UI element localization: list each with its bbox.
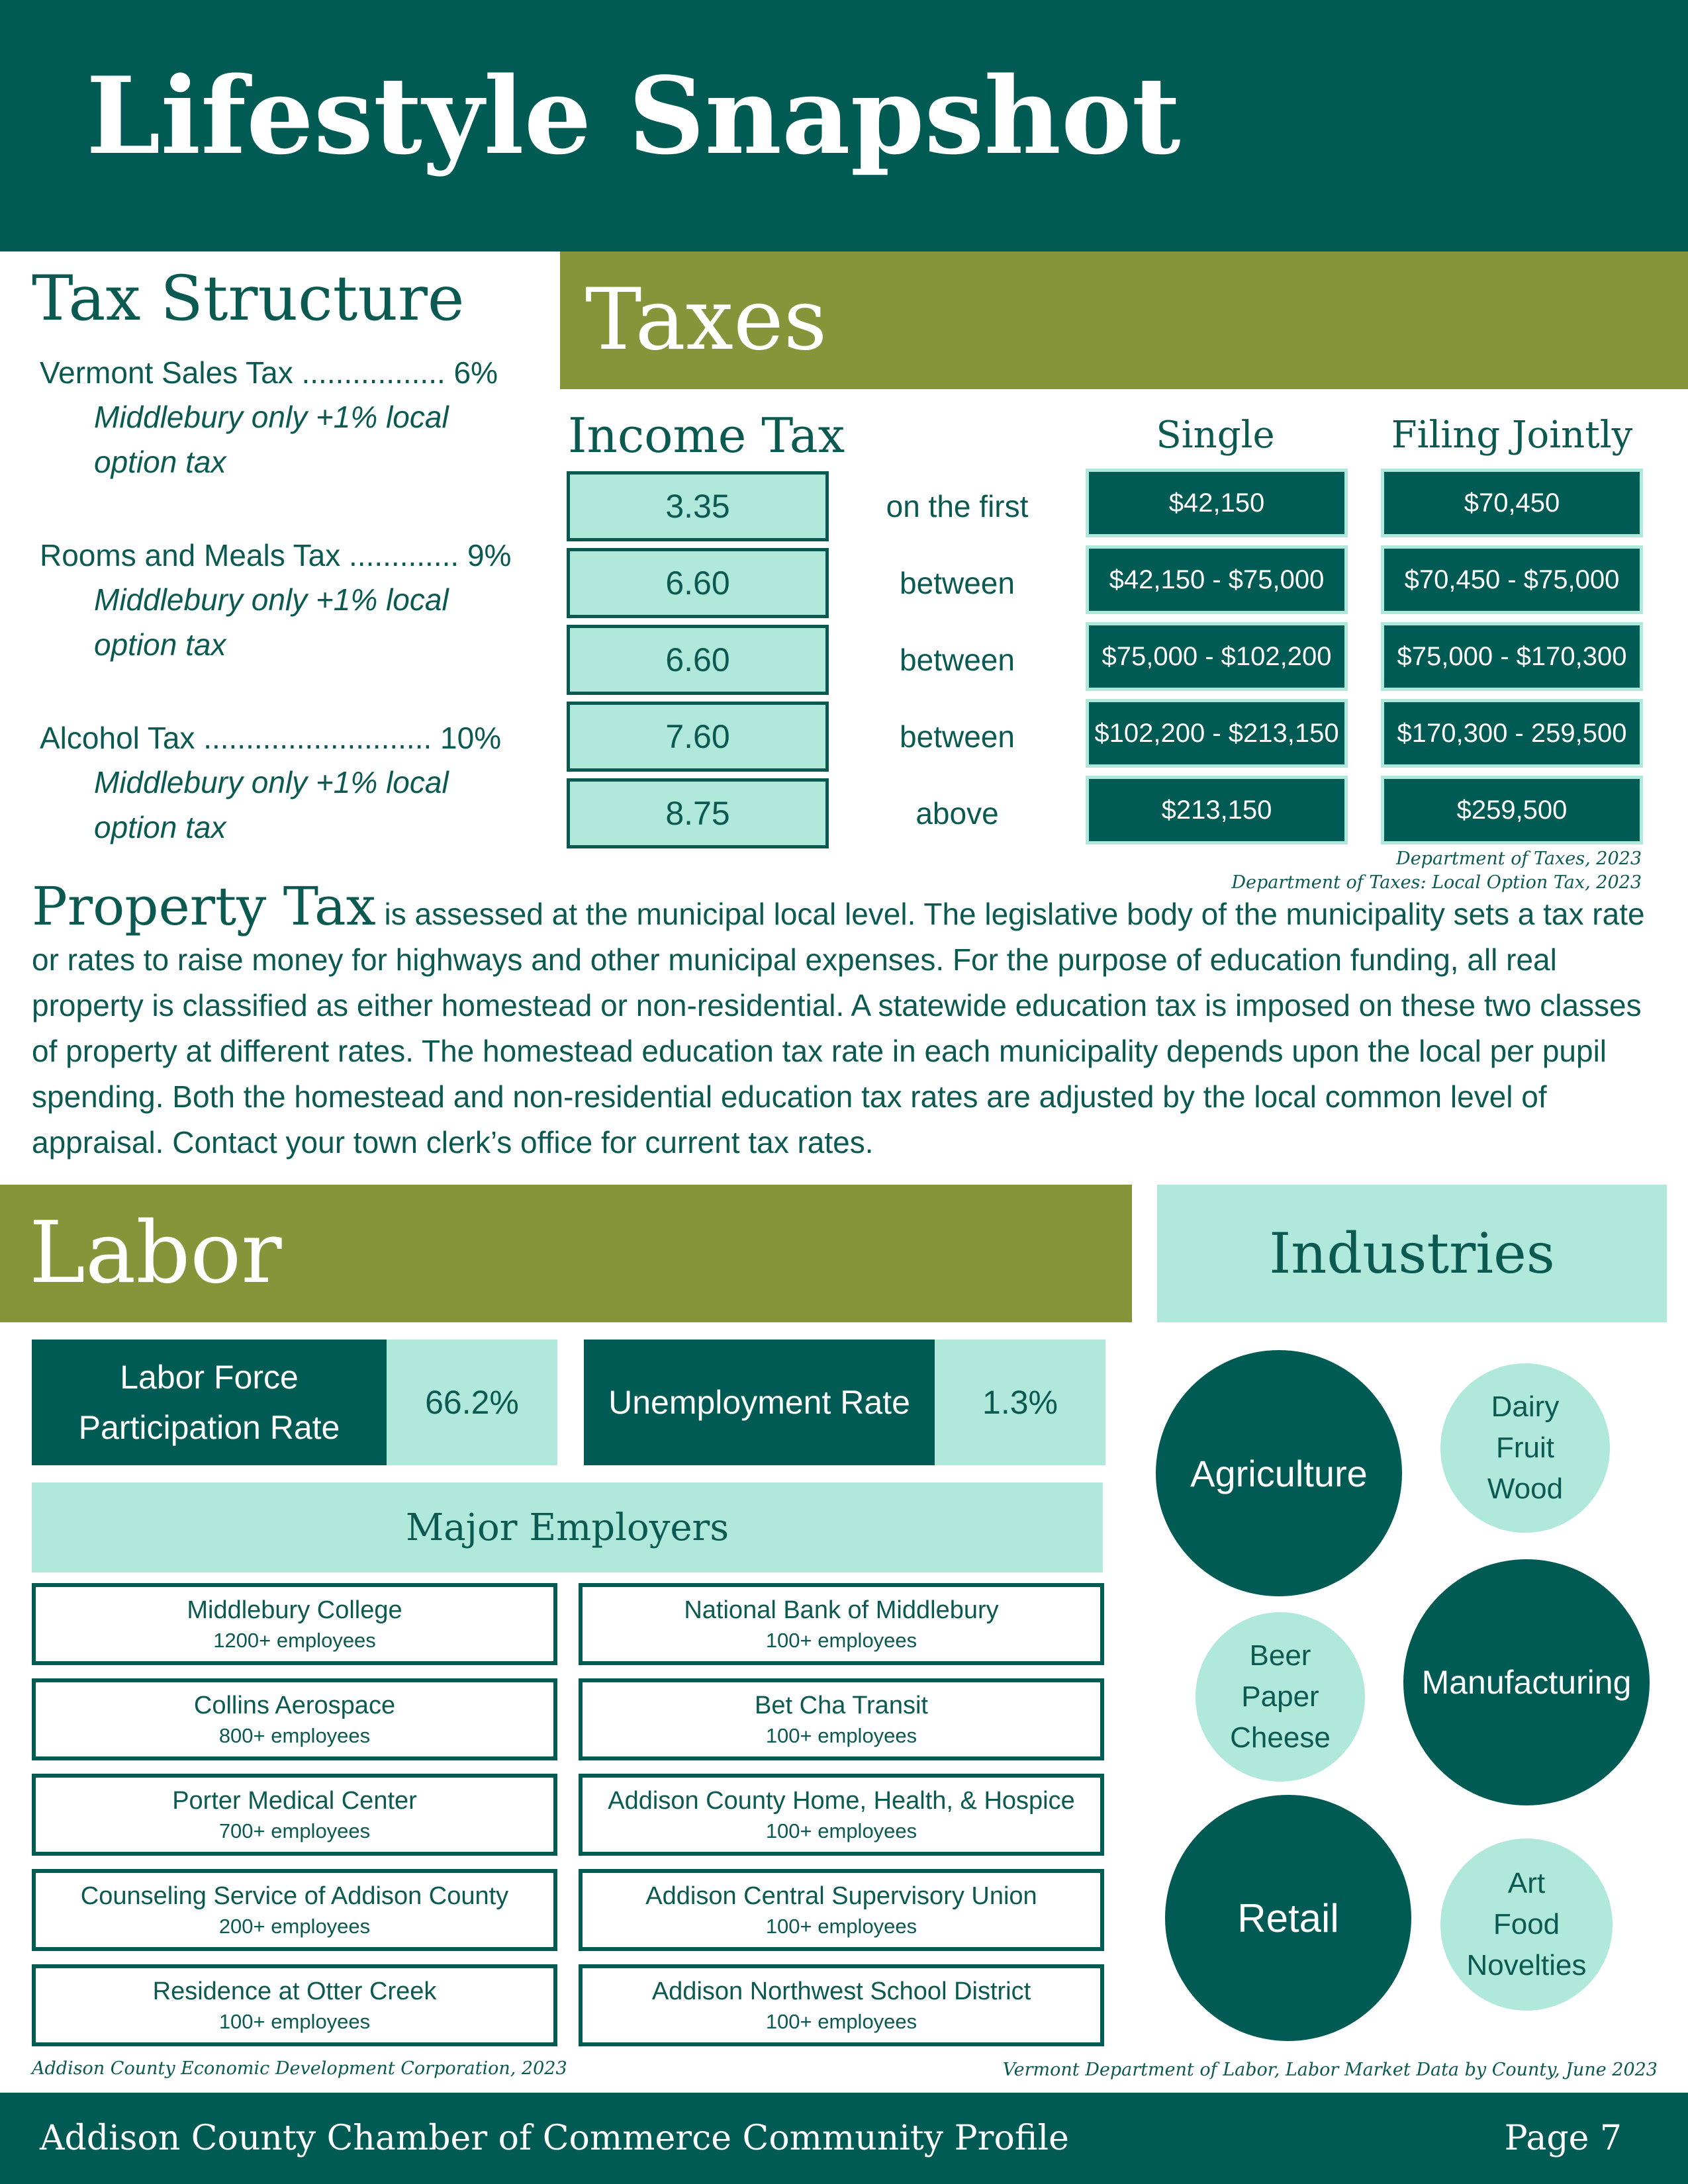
employer-count: 100+ employees [765,1914,917,1938]
tax-item-note: Middlebury only +1% local option tax [94,765,449,844]
income-tax-bracket-label: above [915,796,999,831]
employer-card [32,1774,557,1856]
industry-manufacturing-label: Manufacturing [1421,1664,1632,1701]
taxes-source-2: Department of Taxes: Local Option Tax, 2023 [1231,872,1642,893]
taxes-banner [560,251,1688,389]
lfpr-label [32,1340,387,1465]
single-bracket-value: $213,150 [1086,776,1348,844]
tax-item-name: Alcohol Tax [40,721,195,755]
joint-bracket-value: $170,300 - 259,500 [1381,699,1643,768]
tax-item-note: Middlebury only +1% local option tax [94,400,449,479]
industry-retail-label: Retail [1237,1895,1339,1940]
tax-item-note: Middlebury only +1% local option tax [94,582,449,662]
property-tax-text: is assessed at the municipal local level. The legislative body of the municipality sets a tax rate or rates to raise money for highways and other municipal expenses. For the purpose of education funding, all real property is classified as either homestead or non-residential. A statewide education tax is imposed on these two classes of property at different rates. The homestead education tax rate in each municipality depends upon the local per pupil spending. Both the homestead and non-residential education tax rates are adjusted by the local common level of appraisal. Contact your town clerk’s office for current tax rates. [32,897,1645,1160]
industry-agriculture-label: Agriculture [1190,1452,1368,1494]
income-tax-rate: 8.75 [567,778,829,848]
tax-item-rate: 10% [440,721,502,755]
employer-count: 700+ employees [218,1819,371,1843]
page-number: Page 7 [1504,2118,1622,2158]
header-banner [0,0,1688,251]
tax-item-dots: ................. [301,355,445,390]
tax-structure-heading: Tax Structure [32,263,465,335]
major-employers-heading: Major Employers [32,1482,1103,1572]
employer-name: Porter Medical Center [172,1787,417,1815]
single-column-header: Single [1156,413,1275,457]
product-item: Art [1507,1867,1546,1899]
tax-item [40,716,530,899]
employer-count: 100+ employees [765,1628,917,1652]
industry-retail-products [1440,1839,1613,2011]
labor-source-right: Vermont Department of Labor, Labor Market Data by County, June 2023 [1002,2060,1658,2080]
income-tax-rate: 3.35 [567,471,829,541]
employer-card [32,1869,557,1951]
tax-item-dots: ........................... [203,721,432,755]
employer-count: 100+ employees [765,1819,917,1843]
product-item: Wood [1487,1473,1564,1505]
employer-name: Counseling Service of Addison County [80,1882,509,1911]
single-bracket-value: $42,150 - $75,000 [1086,545,1348,614]
property-tax-heading: Property Tax [32,876,376,937]
lfpr-value: 66.2% [387,1340,557,1465]
labor-banner-title: Labor [29,1204,282,1302]
employer-card [579,1678,1104,1760]
product-item: Novelties [1466,1949,1587,1981]
single-bracket-value: $102,200 - $213,150 [1086,699,1348,768]
unemployment-label: Unemployment Rate [584,1340,935,1465]
unemployment-value: 1.3% [935,1340,1105,1465]
industry-agriculture [1156,1350,1402,1596]
employer-name: Addison Northwest School District [651,1978,1031,2006]
income-tax-bracket-label: on the first [886,489,1029,523]
income-tax-heading: Income Tax [568,408,845,463]
employer-card [32,1583,557,1665]
industry-manufacturing-products [1196,1612,1365,1782]
taxes-source-1: Department of Taxes, 2023 [1396,848,1642,869]
income-tax-rate: 7.60 [567,702,829,772]
labor-banner [0,1185,1132,1322]
income-tax-bracket-label: between [900,719,1015,754]
product-item: Paper [1241,1680,1319,1713]
employer-card [32,1678,557,1760]
tax-structure-list [40,351,530,899]
labor-source-left: Addison County Economic Development Corporation, 2023 [32,2058,567,2079]
footer [0,2093,1688,2184]
lfpr-label-line-1: Labor Force [120,1359,299,1396]
joint-column-header: Filing Jointly [1391,413,1633,457]
employer-count: 100+ employees [765,1723,917,1747]
employer-name: Addison County Home, Health, & Hospice [608,1787,1075,1815]
employer-card [579,1774,1104,1856]
joint-bracket-value: $75,000 - $170,300 [1381,622,1643,691]
product-item: Beer [1249,1639,1311,1672]
employer-card [579,1964,1104,2046]
single-bracket-value: $75,000 - $102,200 [1086,622,1348,691]
product-item: Food [1493,1908,1560,1940]
joint-bracket-value: $259,500 [1381,776,1643,844]
employer-count: 200+ employees [218,1914,371,1938]
income-tax-rate: 6.60 [567,548,829,618]
product-item: Cheese [1230,1721,1331,1754]
industry-retail [1165,1795,1411,2041]
employer-name: Middlebury College [187,1596,402,1625]
employer-card [579,1583,1104,1665]
employer-card [579,1869,1104,1951]
single-bracket-value: $42,150 [1086,469,1348,537]
tax-item [40,351,530,533]
employer-name: National Bank of Middlebury [684,1596,999,1625]
industry-agriculture-products [1440,1363,1610,1533]
industry-manufacturing [1403,1559,1650,1805]
tax-item-name: Rooms and Meals Tax [40,538,341,572]
joint-bracket-value: $70,450 - $75,000 [1381,545,1643,614]
income-tax-bracket-label: between [900,643,1015,677]
product-item: Dairy [1491,1390,1560,1423]
employer-card [32,1964,557,2046]
footer-title: Addison County Chamber of Commerce Community Profile [40,2118,1069,2158]
income-tax-bracket-label: between [900,566,1015,600]
page-title: Lifestyle Snapshot [86,54,1181,178]
employer-name: Addison Central Supervisory Union [645,1882,1037,1911]
tax-item [40,533,530,716]
employer-count: 100+ employees [218,2009,371,2033]
tax-item-rate: 6% [453,355,498,390]
income-tax-rate: 6.60 [567,625,829,695]
tax-item-name: Vermont Sales Tax [40,355,293,390]
employer-name: Residence at Otter Creek [152,1978,437,2006]
taxes-banner-title: Taxes [585,271,827,369]
joint-bracket-value: $70,450 [1381,469,1643,537]
industries-heading: Industries [1157,1185,1667,1322]
tax-item-rate: 9% [467,538,512,572]
employer-count: 1200+ employees [213,1628,376,1652]
product-item: Fruit [1496,1432,1554,1464]
tax-item-dots: ............. [349,538,459,572]
employer-name: Bet Cha Transit [755,1692,928,1720]
employer-count: 100+ employees [765,2009,917,2033]
employer-name: Collins Aerospace [193,1692,396,1720]
lfpr-label-line-2: Participation Rate [78,1409,340,1446]
employer-count: 800+ employees [218,1723,371,1747]
